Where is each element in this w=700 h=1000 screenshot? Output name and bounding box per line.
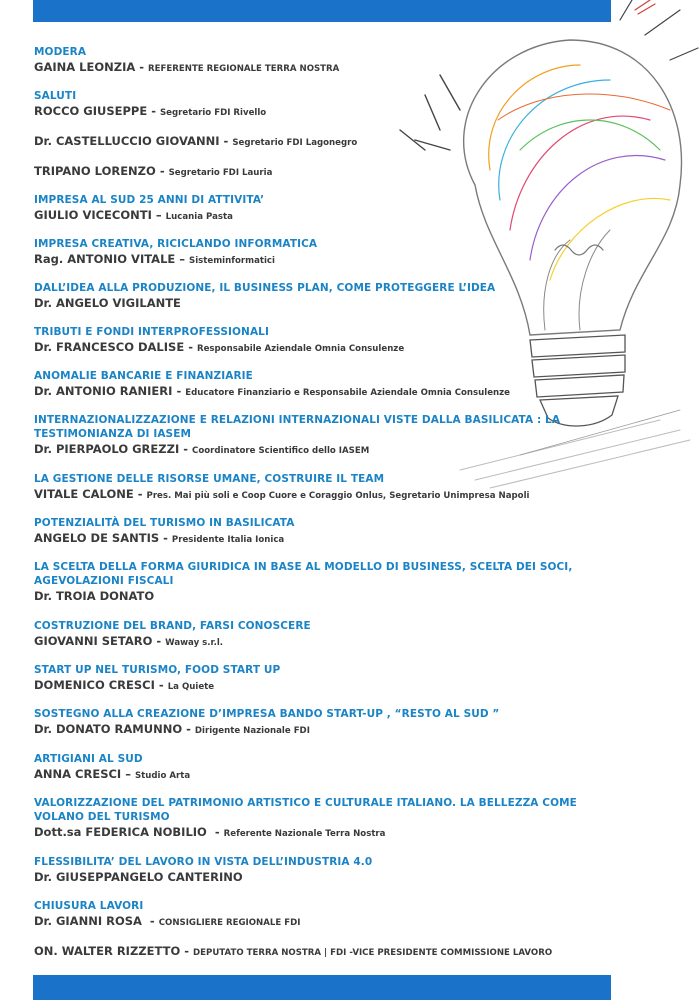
speaker-role: Dirigente Nazionale FDI <box>194 726 310 736</box>
speaker-role: Responsabile Aziendale Omnia Consulenze <box>196 344 405 354</box>
program-entry <box>34 663 594 695</box>
session-heading: COSTRUZIONE DEL BRAND, FARSI CONOSCERE <box>34 620 311 632</box>
speaker-name: Dr. GIUSEPPANGELO CANTERINO <box>34 870 243 884</box>
separator: - <box>172 384 186 398</box>
speaker-name: Dr. GIANNI ROSA <box>34 914 142 928</box>
speaker-name: Dr. DONATO RAMUNNO <box>34 722 183 736</box>
speaker-name: ANGELO DE SANTIS <box>34 531 160 545</box>
speaker-name: DOMENICO CRESCI <box>34 678 155 692</box>
session-heading: LA GESTIONE DELLE RISORSE UMANE, COSTRUIRE IL TEAM <box>34 473 385 485</box>
speaker-name: GIOVANNI SETARO <box>34 634 153 648</box>
speaker-line <box>34 295 594 312</box>
speaker-role: Sisteminformatici <box>189 256 275 266</box>
speaker-role: REFERENTE REGIONALE TERRA NOSTRA <box>148 64 340 74</box>
separator: - <box>179 442 193 456</box>
speaker-role: Referente Nazionale Terra Nostra <box>223 829 386 839</box>
speaker-name: Dr. FRANCESCO DALISE <box>34 340 185 354</box>
separator: - <box>133 487 147 501</box>
speaker-line <box>34 869 594 886</box>
speaker-name: GIULIO VICECONTI <box>34 208 152 222</box>
speaker-role: Educatore Finanziario e Responsabile Aziendale Omnia Consulenze <box>185 388 510 398</box>
session-heading: POTENZIALITÀ DEL TURISMO IN BASILICATA <box>34 517 295 529</box>
program-entry <box>34 619 594 651</box>
speaker-role: Coordinatore Scientifico dello IASEM <box>192 446 370 456</box>
speaker-name: Rag. ANTONIO VITALE <box>34 252 176 266</box>
speaker-role: CONSIGLIERE REGIONALE FDI <box>158 918 301 928</box>
speaker-line <box>34 251 594 269</box>
separator: - <box>206 825 224 839</box>
separator: - <box>180 944 194 958</box>
program-entry <box>34 472 594 504</box>
program-entry <box>34 193 594 225</box>
program-entry <box>34 413 594 459</box>
speaker-name: GAINA LEONZIA <box>34 60 136 74</box>
speaker-role: Segretario FDI Rivello <box>159 108 267 118</box>
speaker-name: Dott.sa FEDERICA NOBILIO <box>34 825 207 839</box>
separator: - <box>182 722 195 736</box>
program-entry <box>34 899 594 931</box>
speaker-role: La Quiete <box>167 682 215 692</box>
speaker-line <box>34 633 594 651</box>
speaker-name: Dr. ANGELO VIGILANTE <box>34 296 181 310</box>
bottom-banner-bar <box>33 975 611 1000</box>
speaker-line <box>34 943 594 961</box>
speaker-name: Dr. CASTELLUCCIO GIOVANNI <box>34 134 220 148</box>
speaker-line <box>34 588 594 605</box>
separator: - <box>147 104 160 118</box>
speaker-role: DEPUTATO TERRA NOSTRA | FDI -VICE PRESIDENTE COMMISSIONE LAVORO <box>193 948 553 958</box>
program-entry <box>34 560 594 605</box>
speaker-role: Segretario FDI Lagonegro <box>232 138 358 148</box>
speaker-role: Pres. Mai più soli e Coop Cuore e Coraggio Onlus, Segretario Unimpresa Napoli <box>146 491 530 501</box>
separator: - <box>141 914 159 928</box>
session-heading: DALL’IDEA ALLA PRODUZIONE, IL BUSINESS PLAN, COME PROTEGGERE L’IDEA <box>34 282 496 294</box>
speaker-line <box>34 163 594 181</box>
separator: – <box>151 208 166 222</box>
speaker-role: Lucania Pasta <box>165 212 233 222</box>
speaker-line <box>34 721 594 739</box>
speaker-line <box>34 677 594 695</box>
separator: – <box>121 767 135 781</box>
speaker-name: ON. WALTER RIZZETTO <box>34 944 181 958</box>
program-entry <box>34 516 594 548</box>
session-heading: INTERNAZIONALIZZAZIONE E RELAZIONI INTERNAZIONALI VISTE DALLA BASILICATA : LA TESTIMONIANZA DI IASEM <box>34 414 561 440</box>
speaker-role: Waway s.r.l. <box>165 638 224 648</box>
program-entry <box>34 237 594 269</box>
speaker-name: Dr. TROIA DONATO <box>34 589 155 603</box>
speaker-name: VITALE CALONE <box>34 487 134 501</box>
session-heading: ARTIGIANI AL SUD <box>34 753 143 765</box>
speaker-line <box>34 103 594 121</box>
program-entry <box>34 796 594 842</box>
program-entry <box>34 89 594 121</box>
separator: - <box>184 340 197 354</box>
separator: - <box>154 678 168 692</box>
program-entry <box>34 752 594 784</box>
session-heading: START UP NEL TURISMO, FOOD START UP <box>34 664 281 676</box>
session-heading: SOSTEGNO ALLA CREAZIONE D’IMPRESA BANDO START-UP , “RESTO AL SUD ” <box>34 708 500 720</box>
separator: - <box>152 634 166 648</box>
speaker-line <box>34 133 594 151</box>
program-entry <box>34 325 594 357</box>
speaker-line <box>34 913 594 931</box>
speaker-name: ROCCO GIUSEPPE <box>34 104 148 118</box>
session-heading: SALUTI <box>34 90 77 102</box>
session-heading: ANOMALIE BANCARIE E FINANZIARIE <box>34 370 253 382</box>
speaker-line <box>34 441 594 459</box>
session-heading: TRIBUTI E FONDI INTERPROFESSIONALI <box>34 326 269 338</box>
program-entry <box>34 281 594 312</box>
speaker-name: Dr. ANTONIO RANIERI <box>34 384 173 398</box>
speaker-name: ANNA CRESCI <box>34 767 122 781</box>
separator: - <box>135 60 149 74</box>
speaker-line <box>34 339 594 357</box>
session-heading: LA SCELTA DELLA FORMA GIURIDICA IN BASE AL MODELLO DI BUSINESS, SCELTA DEI SOCI, AGEVOLAZIONI FISCALI <box>34 561 573 587</box>
session-heading: FLESSIBILITA’ DEL LAVORO IN VISTA DELL’INDUSTRIA 4.0 <box>34 856 373 868</box>
session-heading: CHIUSURA LAVORI <box>34 900 144 912</box>
session-heading: IMPRESA CREATIVA, RICICLANDO INFORMATICA <box>34 238 318 250</box>
program-entry <box>34 45 594 77</box>
program-entry <box>34 707 594 739</box>
program-entry <box>34 943 594 961</box>
speaker-line <box>34 530 594 548</box>
speaker-name: Dr. PIERPAOLO GREZZI <box>34 442 180 456</box>
program-entry <box>34 855 594 886</box>
separator: – <box>175 252 190 266</box>
speaker-role: Presidente Italia Ionica <box>171 535 285 545</box>
session-heading: VALORIZZAZIONE DEL PATRIMONIO ARTISTICO E CULTURALE ITALIANO. LA BELLEZZA COME VOLANO DEL TURISMO <box>34 797 577 823</box>
speaker-role: Segretario FDI Lauria <box>168 168 273 178</box>
speaker-name: TRIPANO LORENZO <box>34 164 156 178</box>
separator: - <box>155 164 169 178</box>
speaker-line <box>34 59 594 77</box>
separator: - <box>219 134 233 148</box>
speaker-line <box>34 383 594 401</box>
speaker-line <box>34 766 594 784</box>
session-heading: MODERA <box>34 46 87 58</box>
speaker-line <box>34 486 594 504</box>
session-heading: IMPRESA AL SUD 25 ANNI DI ATTIVITA’ <box>34 194 265 206</box>
program-entry <box>34 133 594 151</box>
speaker-role: Studio Arta <box>134 771 191 781</box>
speaker-line <box>34 824 594 842</box>
program-entry <box>34 369 594 401</box>
program-entry <box>34 163 594 181</box>
separator: - <box>159 531 172 545</box>
speaker-line <box>34 207 594 225</box>
